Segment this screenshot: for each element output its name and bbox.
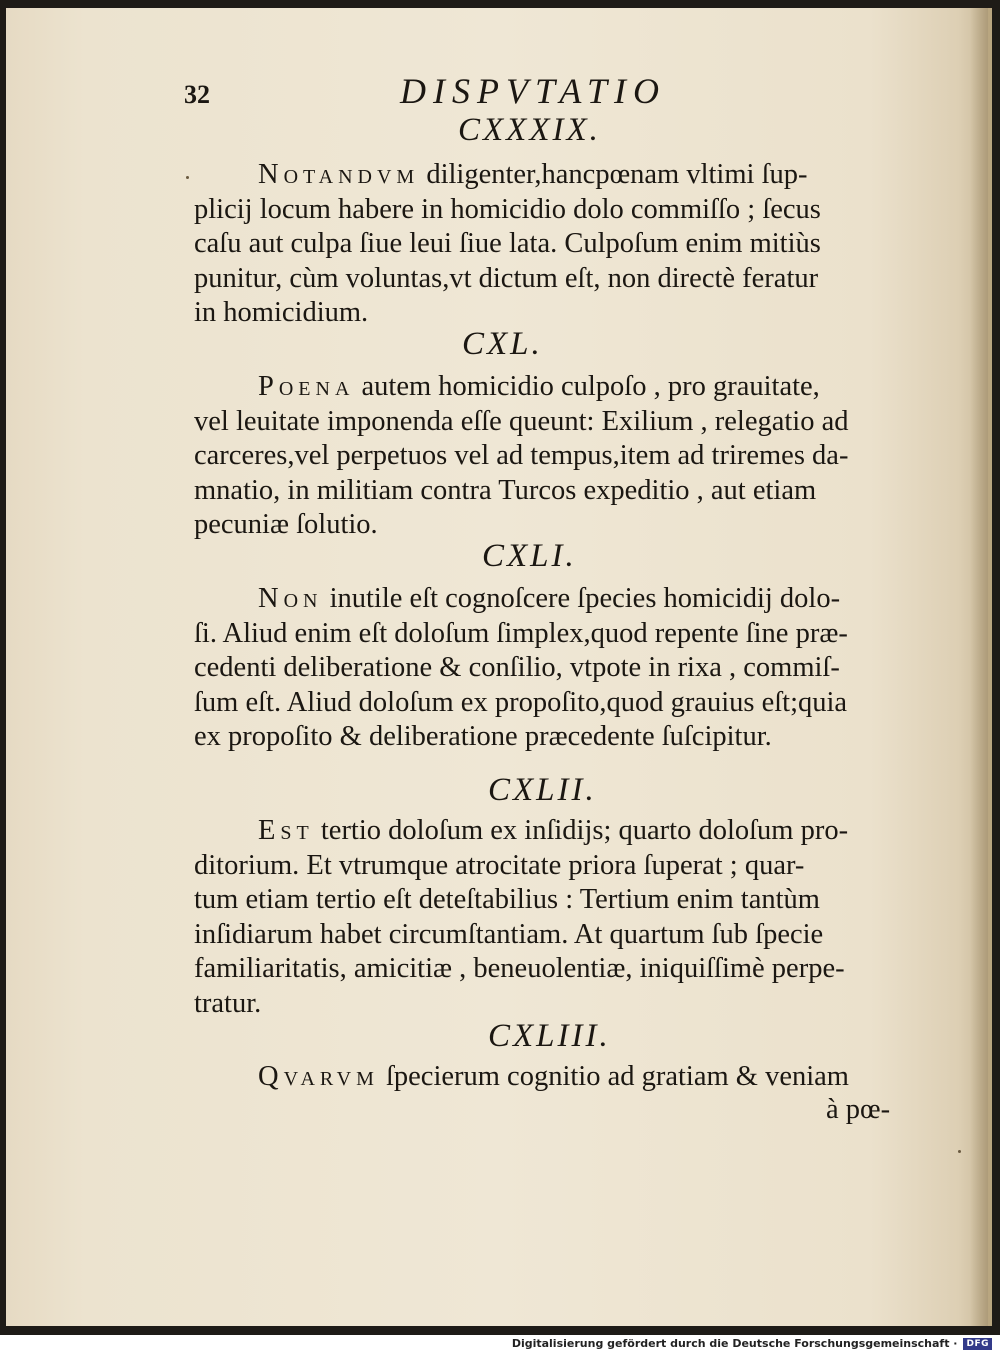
paragraph-first-line: Qvarvm ſpecierum cognitio ad gratiam & veniam xyxy=(258,1061,849,1092)
paragraph-line: tum etiam tertio eſt deteſtabilius : Tertium enim tantùm xyxy=(194,884,820,915)
dfg-logo: DFG xyxy=(963,1338,992,1350)
paragraph-line: ex propoſito & deliberatione præcedente ſuſcipitur. xyxy=(194,721,772,752)
paragraph-line: ſum eſt. Aliud doloſum ex propoſito,quod grauius eſt;quia xyxy=(194,686,848,718)
paragraph-first-line: Non inutile eſt cognoſcere ſpecies homicidij dolo- xyxy=(258,583,841,614)
paragraph-first-line: Est tertio doloſum ex inſidijs; quarto doloſum pro- xyxy=(258,815,849,846)
paragraph xyxy=(194,814,914,1021)
lead-word: Notandvm xyxy=(258,159,420,190)
paragraph-line: vel leuitate imponenda eſſe queunt: Exilium , relegatio ad xyxy=(194,405,849,437)
lead-word: Non xyxy=(258,583,323,614)
paragraph xyxy=(194,370,914,543)
lead-word: Poena xyxy=(258,371,355,402)
paragraph-line: caſu aut culpa ſiue leui ſiue lata. Culpoſum enim mitiùs xyxy=(194,228,821,259)
section-numeral: CXL. xyxy=(462,326,543,362)
paragraph-line: tratur. xyxy=(194,987,262,1019)
section-numeral: CXXXIX. xyxy=(458,112,601,148)
paragraph-line: plicij locum habere in homicidio dolo commiſſo ; ſecus xyxy=(194,193,821,225)
ink-speck xyxy=(186,176,189,179)
lead-word: Est xyxy=(258,815,314,846)
paragraph-first-line: Poena autem homicidio culpoſo , pro grauitate, xyxy=(258,371,820,402)
paragraph-line: punitur, cùm voluntas,vt dictum eſt, non directè feratur xyxy=(194,262,819,294)
paragraph-line: cedenti deliberatione & conſilio, vtpote in rixa , commiſ- xyxy=(194,652,840,683)
section-numeral: CXLI. xyxy=(482,538,577,574)
paragraph-line: ſi. Aliud enim eſt doloſum ſimplex,quod repente ſine præ- xyxy=(194,617,848,649)
paragraph-line: familiaritatis, amicitiæ , beneuolentiæ, iniquiſſimè perpe- xyxy=(194,953,845,984)
paragraph xyxy=(194,158,914,331)
page-number: 32 xyxy=(184,80,210,109)
digitization-credit xyxy=(512,1337,992,1350)
section-numeral: CXLII. xyxy=(488,772,597,808)
paragraph-line: inſidiarum habet circumſtantiam. At quartum ſub ſpecie xyxy=(194,918,824,950)
ink-speck xyxy=(958,1150,961,1153)
paragraph-first-line: Notandvm diligenter,hancpœnam vltimi ſup- xyxy=(258,159,808,190)
lead-word: Qvarvm xyxy=(258,1061,379,1092)
paragraph-line: in homicidium. xyxy=(194,297,369,328)
paragraph-line: ditorium. Et vtrumque atrocitate priora ſuperat ; quar- xyxy=(194,849,805,881)
paragraph-line: mnatio, in militiam contra Turcos expeditio , aut etiam xyxy=(194,474,817,506)
catchword: à pœ- xyxy=(826,1094,891,1125)
paragraph-line: carceres,vel perpetuos vel ad tempus,item ad triremes da- xyxy=(194,440,849,471)
running-head: DISPVTATIO xyxy=(400,71,666,111)
page-edge-shadow xyxy=(970,8,988,1326)
paragraph xyxy=(194,582,914,755)
paragraph-line: pecuniæ ſolutio. xyxy=(194,509,378,540)
credit-text: Digitalisierung gefördert durch die Deutsche Forschungsgemeinschaft · xyxy=(511,1337,958,1350)
section-numeral: CXLIII. xyxy=(488,1018,611,1054)
paragraph xyxy=(194,1060,914,1095)
